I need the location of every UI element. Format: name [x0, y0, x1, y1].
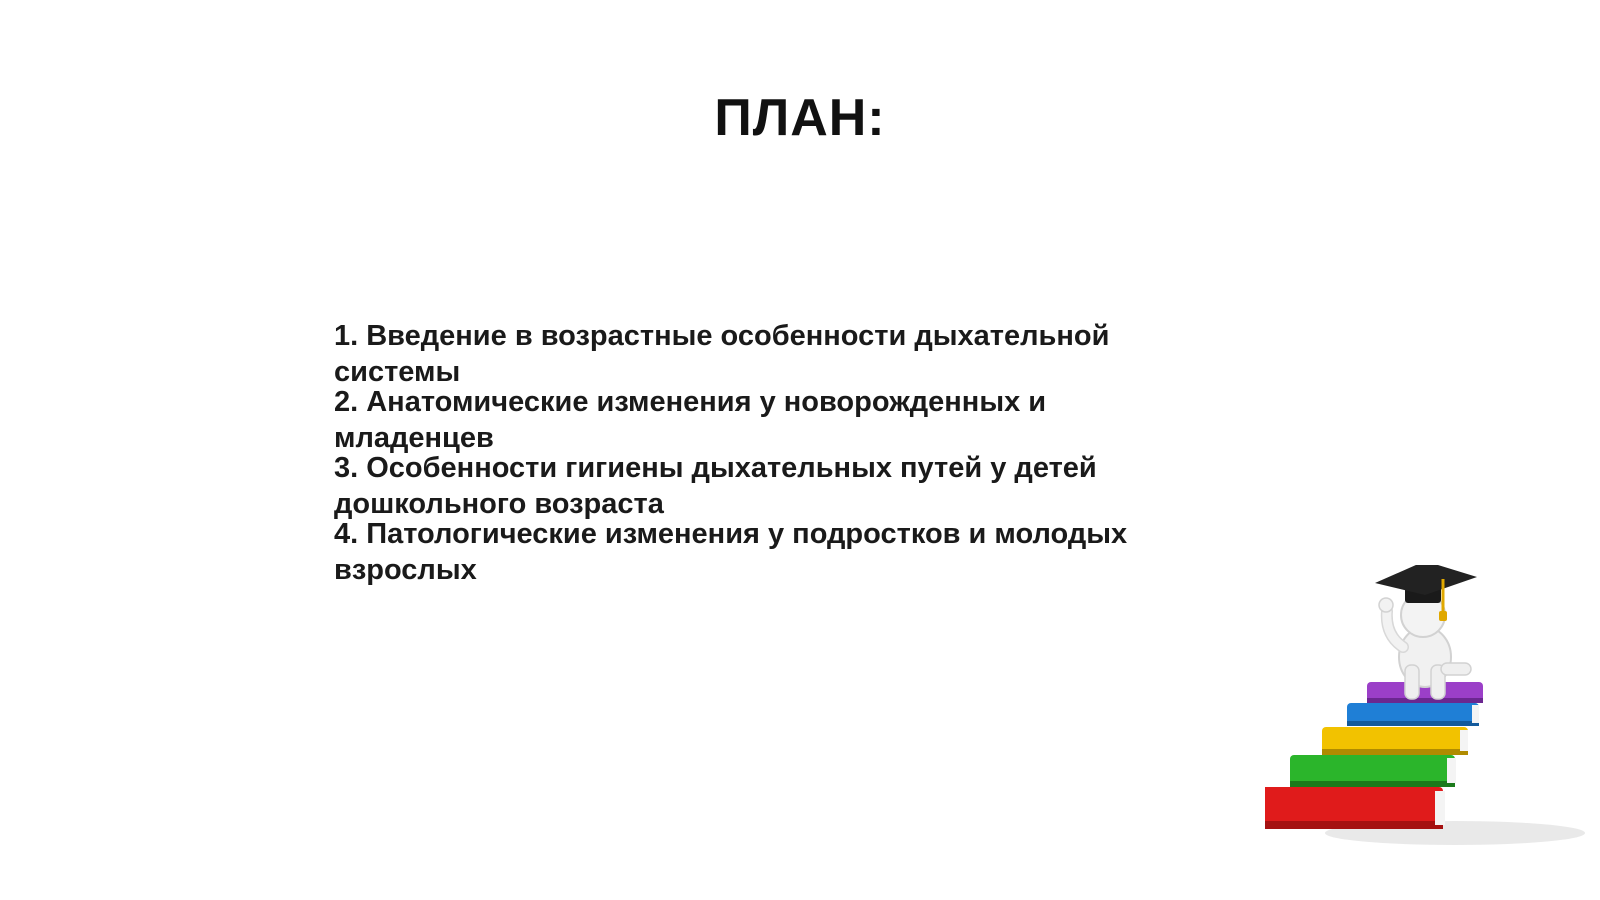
book-blue — [1347, 703, 1479, 726]
graduate-on-books-icon — [1265, 565, 1585, 865]
plan-list — [334, 318, 1204, 586]
plan-item-1: 1. Введение в возрастные особенности дыхательной системы — [334, 320, 1110, 388]
book-red — [1265, 787, 1445, 829]
book-yellow — [1322, 727, 1468, 755]
book-green — [1290, 755, 1456, 787]
plan-item-4: 4. Патологические изменения у подростков и молодых взрослых — [334, 518, 1128, 586]
slide-title: ПЛАН: — [714, 89, 886, 147]
plan-item-2: 2. Анатомические изменения у новорожденных и младенцев — [334, 386, 1047, 454]
plan-item-3: 3. Особенности гигиены дыхательных путей у детей дошкольного возраста — [334, 452, 1097, 520]
